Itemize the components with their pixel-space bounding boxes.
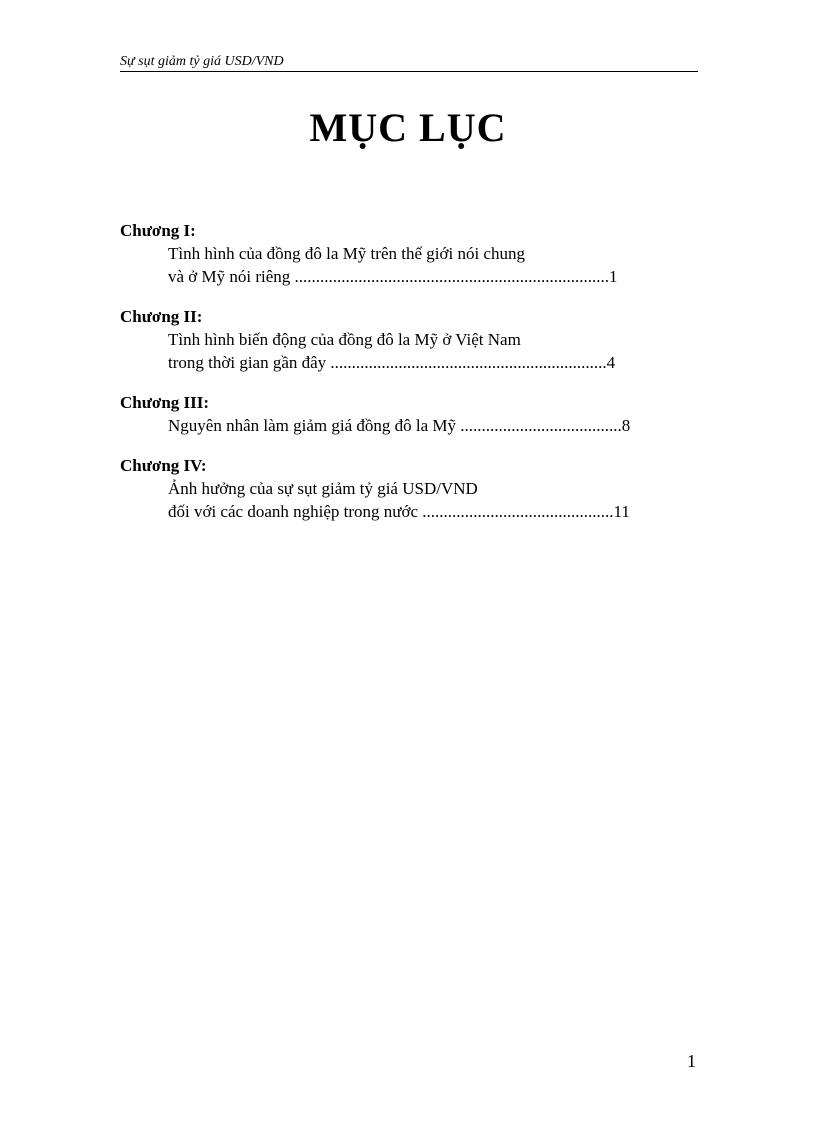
chapter-title-leader-line: và ở Mỹ nói riêng ..........................................................................1 [168,267,618,286]
page-title: MỤC LỤC [309,105,507,150]
table-of-contents [120,220,680,541]
chapter-title-line: Tình hình của đồng đô la Mỹ trên thế giới nói chung [168,244,525,263]
running-header: Sự sụt giảm tỷ giá USD/VND [120,53,698,72]
toc-chapter-3 [120,392,680,437]
chapter-title-leader-line: trong thời gian gần đây .................................................................4 [168,353,616,372]
chapter-title-line: Tình hình biến động của đồng đô la Mỹ ở Việt Nam [168,330,521,349]
chapter-label: Chương III: [120,393,210,412]
chapter-label: Chương I: [120,221,196,240]
chapter-title-leader-line: Nguyên nhân làm giảm giá đồng đô la Mỹ ......................................8 [168,416,631,435]
chapter-label: Chương IV: [120,456,207,475]
chapter-title-line: Ảnh hưởng của sự sụt giảm tỷ giá USD/VND [168,479,478,498]
chapter-title-leader-line: đối với các doanh nghiệp trong nước .............................................11 [168,502,630,521]
page-number: 1 [687,1051,696,1071]
toc-chapter-4 [120,455,680,523]
toc-chapter-1 [120,220,680,288]
toc-chapter-2 [120,306,680,374]
chapter-label: Chương II: [120,307,203,326]
